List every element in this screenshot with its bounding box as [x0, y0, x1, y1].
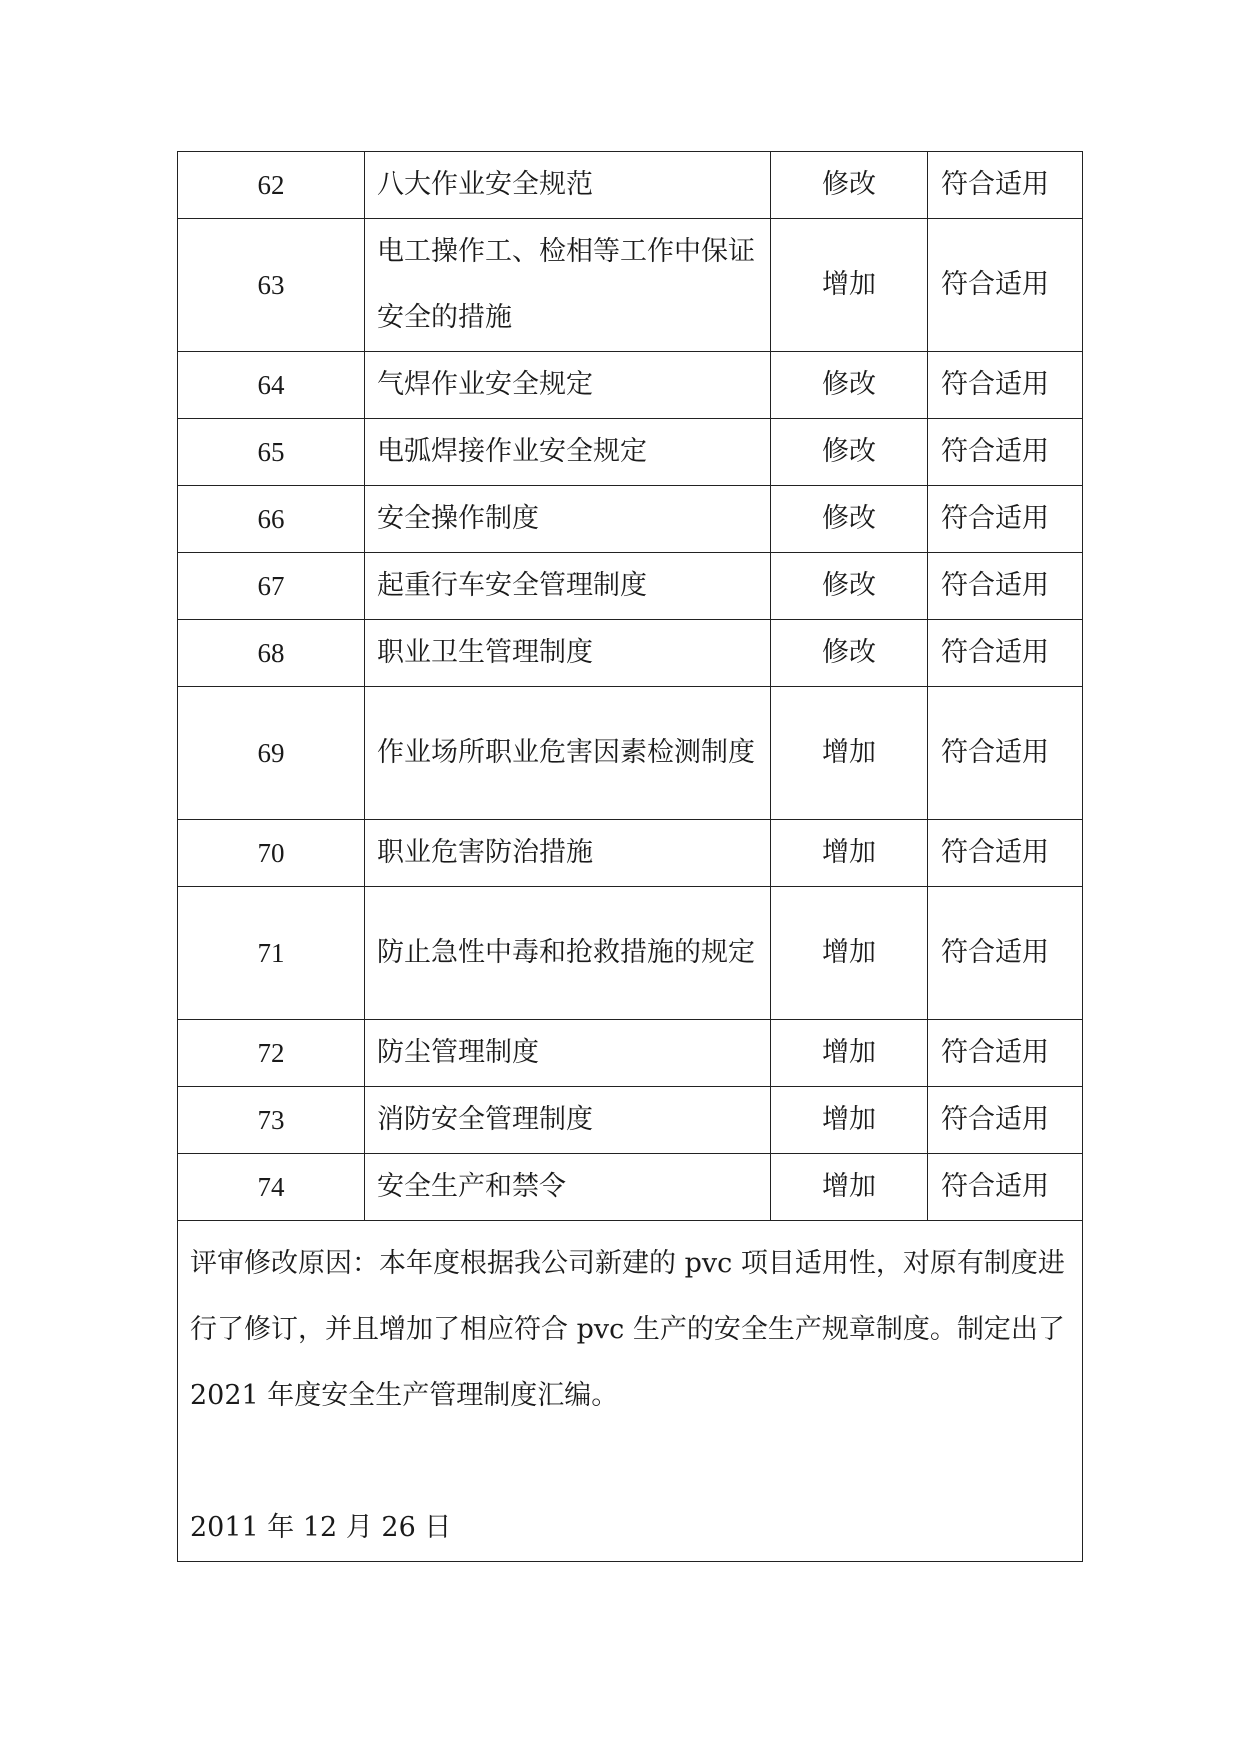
revision-table	[177, 151, 1083, 1562]
row-number: 73	[178, 1087, 365, 1154]
review-result: 符合适用	[928, 1154, 1083, 1221]
regulation-name: 职业危害防治措施	[365, 820, 771, 887]
table-row	[178, 553, 1083, 620]
revision-action: 修改	[771, 553, 928, 620]
regulation-name: 电工操作工、检相等工作中保证安全的措施	[365, 219, 771, 352]
review-reason-text: 评审修改原因：本年度根据我公司新建的 pvc 项目适用性，对原有制度进行了修订，并且增加了相应符合 pvc 生产的安全生产规章制度。制定出了 2021 年度安全生产管理制度汇编。	[190, 1248, 1065, 1411]
revision-action: 修改	[771, 486, 928, 553]
review-result: 符合适用	[928, 486, 1083, 553]
revision-action: 修改	[771, 152, 928, 219]
row-number: 70	[178, 820, 365, 887]
review-notes-cell	[178, 1221, 1083, 1562]
row-number: 62	[178, 152, 365, 219]
table-row	[178, 1020, 1083, 1087]
table-row	[178, 620, 1083, 687]
regulation-name: 八大作业安全规范	[365, 152, 771, 219]
table-row	[178, 887, 1083, 1020]
revision-action: 增加	[771, 1020, 928, 1087]
review-date: 2011 年 12 月 26 日	[190, 1512, 452, 1543]
regulation-name: 气焊作业安全规定	[365, 352, 771, 419]
table-row	[178, 219, 1083, 352]
row-number: 65	[178, 419, 365, 486]
revision-action: 增加	[771, 1154, 928, 1221]
review-result: 符合适用	[928, 1020, 1083, 1087]
regulation-name: 起重行车安全管理制度	[365, 553, 771, 620]
table-row	[178, 352, 1083, 419]
row-number: 67	[178, 553, 365, 620]
review-result: 符合适用	[928, 352, 1083, 419]
regulation-name: 职业卫生管理制度	[365, 620, 771, 687]
regulation-name: 电弧焊接作业安全规定	[365, 419, 771, 486]
review-result: 符合适用	[928, 887, 1083, 1020]
revision-action: 增加	[771, 1087, 928, 1154]
regulation-name: 安全操作制度	[365, 486, 771, 553]
review-result: 符合适用	[928, 820, 1083, 887]
table-row	[178, 820, 1083, 887]
regulation-name: 安全生产和禁令	[365, 1154, 771, 1221]
table-row	[178, 687, 1083, 820]
row-number: 64	[178, 352, 365, 419]
regulation-name: 防尘管理制度	[365, 1020, 771, 1087]
table-row	[178, 1087, 1083, 1154]
regulation-name: 防止急性中毒和抢救措施的规定	[365, 887, 771, 1020]
revision-action: 修改	[771, 352, 928, 419]
table-row	[178, 1154, 1083, 1221]
regulation-name: 作业场所职业危害因素检测制度	[365, 687, 771, 820]
review-result: 符合适用	[928, 687, 1083, 820]
regulation-name: 消防安全管理制度	[365, 1087, 771, 1154]
review-result: 符合适用	[928, 219, 1083, 352]
revision-action: 增加	[771, 687, 928, 820]
revision-action: 修改	[771, 620, 928, 687]
review-result: 符合适用	[928, 152, 1083, 219]
row-number: 74	[178, 1154, 365, 1221]
revision-action: 增加	[771, 219, 928, 352]
row-number: 63	[178, 219, 365, 352]
row-number: 72	[178, 1020, 365, 1087]
revision-action: 修改	[771, 419, 928, 486]
row-number: 66	[178, 486, 365, 553]
review-result: 符合适用	[928, 419, 1083, 486]
review-row	[178, 1221, 1083, 1562]
revision-action: 增加	[771, 887, 928, 1020]
review-result: 符合适用	[928, 1087, 1083, 1154]
table-row	[178, 419, 1083, 486]
review-result: 符合适用	[928, 553, 1083, 620]
table-row	[178, 486, 1083, 553]
revision-action: 增加	[771, 820, 928, 887]
table-row	[178, 152, 1083, 219]
row-number: 69	[178, 687, 365, 820]
row-number: 68	[178, 620, 365, 687]
row-number: 71	[178, 887, 365, 1020]
review-result: 符合适用	[928, 620, 1083, 687]
